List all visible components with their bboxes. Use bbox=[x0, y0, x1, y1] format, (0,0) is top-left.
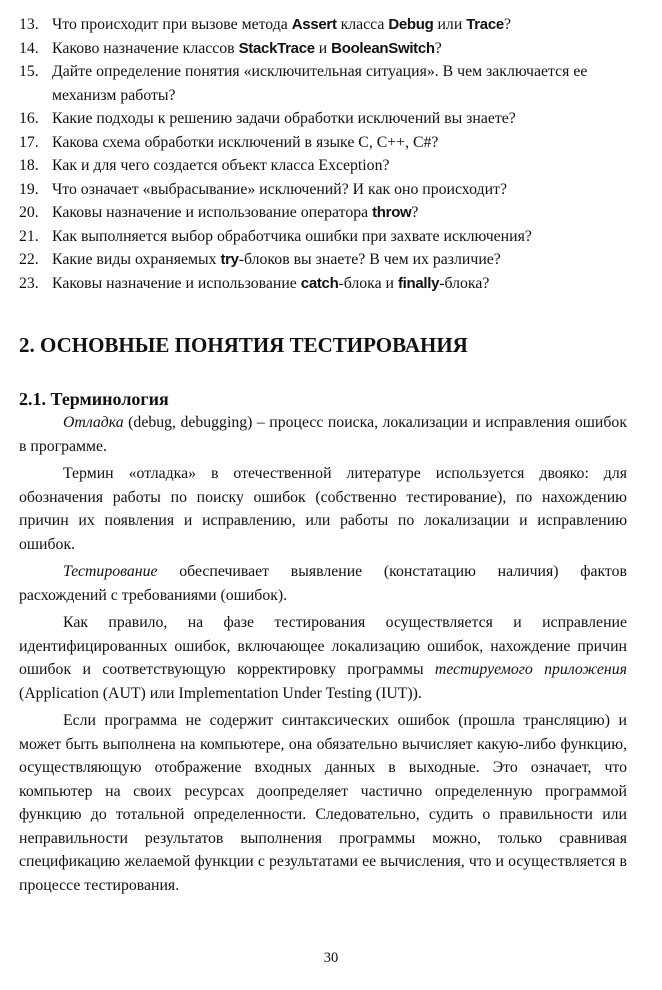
question-number: 15. bbox=[19, 63, 39, 80]
question-text: Дайте определение понятия «исключительная ситуация». В чем заключается ее механизм работы? bbox=[52, 63, 588, 104]
code-keyword: BooleanSwitch bbox=[331, 39, 435, 57]
question-text: ? bbox=[434, 39, 442, 57]
code-keyword: Trace bbox=[466, 16, 504, 33]
paragraph-text: обеспечивает выявление (констатацию наличия) фактов расхождений с требованиями (ошибок). bbox=[19, 563, 627, 604]
question-text: Каковы назначение и использование оператора bbox=[52, 204, 373, 221]
paragraph bbox=[19, 709, 627, 897]
question-item bbox=[19, 131, 627, 155]
paragraph-text: Если программа не содержит синтаксических ошибок (прошла трансляцию) и может быть выполнена на компьютере, она обязательно вычисляет какую-либо функцию, осуществляющую отображение входных данных в выходные. Это означает, что компьютер на своих ресурсах доопределяет частично определенную программой функцию до тотальной определенности. Следовательно, судить о правильности или неправильности результатов выполнения программы можно, только сравнивая спецификацию желаемой функции с результатами ее вычисления, что и осуществляется в процессе тестирования. bbox=[19, 712, 627, 894]
question-text: Как выполняется выбор обработчика ошибки при захвате исключения? bbox=[52, 227, 532, 245]
question-text: Каковы назначение и использование bbox=[52, 274, 301, 292]
section-heading: 2. ОСНОВНЫЕ ПОНЯТИЯ ТЕСТИРОВАНИЯ bbox=[19, 333, 468, 357]
code-keyword: StackTrace bbox=[238, 39, 315, 57]
code-keyword: try bbox=[220, 251, 239, 268]
question-text: или bbox=[433, 16, 467, 33]
question-number: 16. bbox=[19, 110, 39, 127]
term-italic: тестируемого приложения bbox=[434, 661, 627, 678]
question-text: ? bbox=[411, 204, 419, 221]
paragraph-text: Как правило, на фазе тестирования осуществляется и исправление идентифицированных ошибок, включающее локализацию ошибок, нахождение причин ошибок и соответствующую корректировку программы bbox=[19, 614, 627, 678]
question-text: Как и для чего создается объект класса Exception? bbox=[52, 157, 390, 174]
question-number: 20. bbox=[19, 204, 39, 221]
code-keyword: throw bbox=[372, 204, 412, 221]
question-text: и bbox=[314, 39, 332, 57]
question-number: 21. bbox=[19, 227, 39, 245]
question-text: ? bbox=[503, 16, 511, 33]
question-item bbox=[19, 60, 627, 107]
question-item bbox=[19, 37, 627, 61]
code-keyword: catch bbox=[300, 274, 339, 292]
question-number: 14. bbox=[19, 39, 39, 57]
review-questions-list bbox=[19, 13, 627, 295]
paragraph bbox=[19, 611, 627, 705]
term-italic: Тестирование bbox=[63, 563, 158, 580]
question-number: 18. bbox=[19, 157, 39, 174]
subsection-heading: 2.1. Терминология bbox=[19, 389, 169, 409]
code-keyword: Debug bbox=[388, 16, 434, 33]
question-text: -блока и bbox=[338, 274, 398, 292]
question-text: Какие виды охраняемых bbox=[52, 251, 221, 268]
paragraph bbox=[19, 560, 627, 607]
question-text: -блоков вы знаете? В чем их различие? bbox=[238, 251, 501, 268]
page-content bbox=[19, 13, 627, 901]
question-item bbox=[19, 107, 627, 131]
paragraph bbox=[19, 411, 627, 458]
term-italic: Отладка bbox=[63, 414, 124, 431]
question-item bbox=[19, 225, 627, 249]
question-text: Что происходит при вызове метода bbox=[52, 16, 292, 33]
question-number: 17. bbox=[19, 133, 39, 151]
question-text: -блока? bbox=[439, 274, 490, 292]
question-number: 19. bbox=[19, 180, 39, 198]
paragraph bbox=[19, 462, 627, 556]
page-number: 30 bbox=[323, 950, 339, 966]
question-number: 22. bbox=[19, 251, 39, 268]
question-item bbox=[19, 178, 627, 202]
question-text: Какова схема обработки исключений в языке C, C++, C#? bbox=[52, 133, 439, 151]
question-text: Какие подходы к решению задачи обработки исключений вы знаете? bbox=[52, 110, 516, 127]
question-item bbox=[19, 248, 627, 272]
question-item bbox=[19, 272, 627, 296]
paragraph-text: (Application (AUT) или Implementation Under Testing (IUT)). bbox=[19, 684, 422, 702]
question-number: 23. bbox=[19, 274, 39, 292]
paragraph-text: Термин «отладка» в отечественной литературе используется двояко: для обозначения работы по поиску ошибок (собственно тестирование), по нахождению причин их появления и исправлению, или работы по локализации и исправлению ошибок. bbox=[19, 465, 627, 553]
question-number: 13. bbox=[19, 16, 39, 33]
code-keyword: Assert bbox=[291, 16, 337, 33]
question-text: Каково назначение классов bbox=[52, 39, 239, 57]
question-text: Что означает «выбрасывание» исключений? И как оно происходит? bbox=[52, 180, 507, 198]
question-item bbox=[19, 154, 627, 178]
paragraph-text: (debug, debugging) – процесс поиска, локализации и исправления ошибок в программе. bbox=[19, 414, 627, 455]
question-text: класса bbox=[336, 16, 389, 33]
question-item bbox=[19, 13, 627, 37]
body-text bbox=[19, 411, 627, 897]
code-keyword: finally bbox=[397, 274, 440, 292]
question-item bbox=[19, 201, 627, 225]
